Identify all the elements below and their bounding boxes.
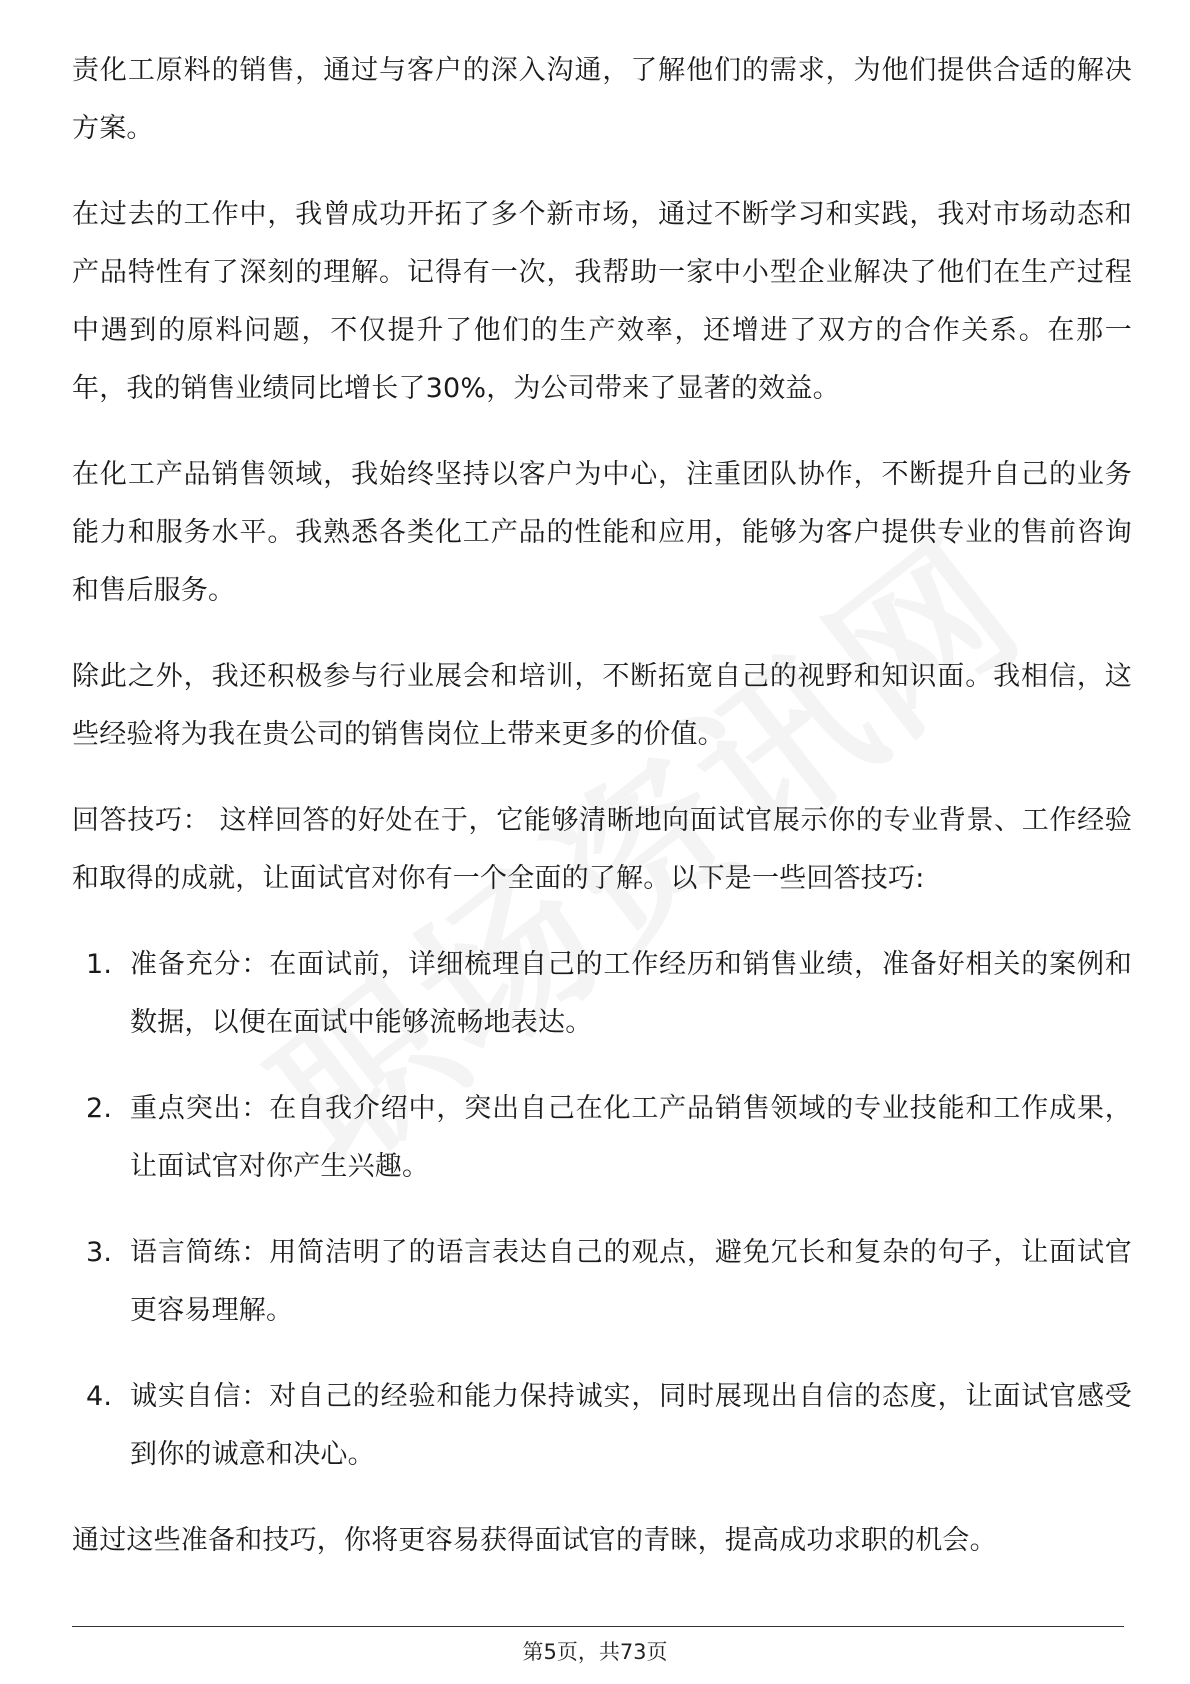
list-item-text: 语言简练：用简洁明了的语言表达自己的观点，避免冗长和复杂的句子，让面试官更容易理解。 [130,1237,1132,1326]
list-item-number: 2. [86,1093,113,1124]
list-item [72,1368,1132,1484]
answer-tips-intro: 回答技巧： 这样回答的好处在于，它能够清晰地向面试官展示你的专业背景、工作经验和取得的成就，让面试官对你有一个全面的了解。以下是一些回答技巧: [72,805,1132,894]
paragraph-3: 在化工产品销售领域，我始终坚持以客户为中心，注重团队协作，不断提升自己的业务能力和服务水平。我熟悉各类化工产品的性能和应用，能够为客户提供专业的售前咨询和售后服务。 [72,459,1132,606]
list-item [72,936,1132,1052]
closing-paragraph: 通过这些准备和技巧，你将更容易获得面试官的青睐，提高成功求职的机会。 [72,1525,997,1556]
paragraph-2: 在过去的工作中，我曾成功开拓了多个新市场，通过不断学习和实践，我对市场动态和产品特性有了深刻的理解。记得有一次，我帮助一家中小型企业解决了他们在生产过程中遇到的原料问题，不仅提升了他们的生产效率，还增进了双方的合作关系。在那一年，我的销售业绩同比增长了30%，为公司带来了显著的效益。 [72,199,1132,404]
paragraph-4: 除此之外，我还积极参与行业展会和培训，不断拓宽自己的视野和知识面。我相信，这些经验将为我在贵公司的销售岗位上带来更多的价值。 [72,661,1132,750]
list-item-number: 4. [86,1381,113,1412]
list-item [72,1080,1132,1196]
list-item-text: 准备充分：在面试前，详细梳理自己的工作经历和销售业绩，准备好相关的案例和数据，以便在面试中能够流畅地表达。 [130,949,1132,1038]
list-item-number: 1. [86,949,113,980]
tips-list [72,936,1132,1484]
list-item-text: 重点突出：在自我介绍中，突出自己在化工产品销售领域的专业技能和工作成果，让面试官对你产生兴趣。 [130,1093,1132,1182]
list-item-text: 诚实自信：对自己的经验和能力保持诚实，同时展现出自信的态度，让面试官感受到你的诚意和决心。 [130,1381,1132,1470]
list-item [72,1224,1132,1340]
footer-divider [72,1626,1124,1627]
page-number: 第5页，共73页 [522,1640,668,1664]
list-item-number: 3. [86,1237,113,1268]
page-content [72,42,1132,1598]
paragraph-1: 责化工原料的销售，通过与客户的深入沟通，了解他们的需求，为他们提供合适的解决方案。 [72,55,1132,144]
